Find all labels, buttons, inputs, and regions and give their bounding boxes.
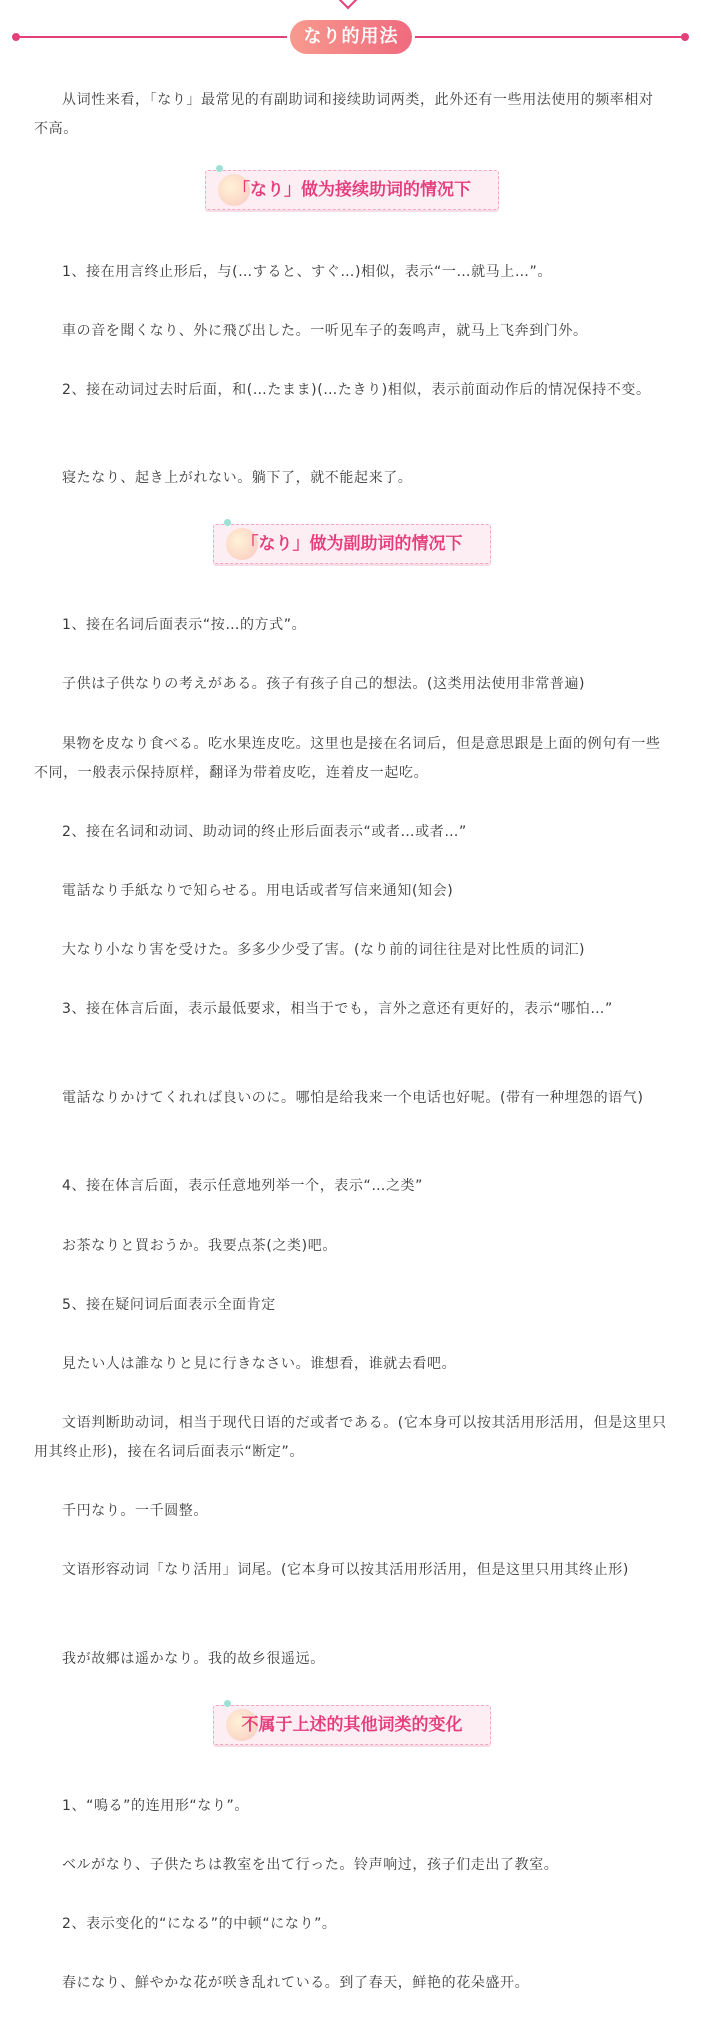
section-title: 不属于上述的其他词类的变化 (241, 1715, 463, 1735)
section-header-conjunctive (205, 170, 499, 210)
paragraph: 見たい人は誰なりと見に行きなさい。谁想看，谁就去看吧。 (62, 1356, 457, 1372)
paragraph: 3、接在体言后面，表示最低要求，相当于でも，言外之意还有更好的，表示“哪怕…” (62, 1001, 613, 1017)
paragraph: 電話なりかけてくれれば良いのに。哪怕是给我来一个电话也好呢。(带有一种埋怨的语气) (62, 1090, 644, 1106)
paragraph: 子供は子供なりの考えがある。孩子有孩子自己的想法。(这类用法使用非常普遍) (62, 676, 586, 692)
paragraph: 4、接在体言后面，表示任意地列举一个，表示“…之类” (62, 1178, 424, 1194)
paragraph: 1、“鳴る”的连用形“なり”。 (62, 1798, 249, 1814)
section-title: 「なり」做为副助词的情况下 (241, 534, 463, 554)
page-title: なり的用法 (290, 20, 412, 54)
paragraph: 文语形容动词「なり活用」词尾。(它本身可以按其活用形活用，但是这里只用其终止形) (62, 1562, 629, 1578)
paragraph: 5、接在疑问词后面表示全面肯定 (62, 1297, 276, 1313)
paragraph: 寝たなり、起き上がれない。躺下了，就不能起来了。 (62, 470, 413, 486)
section-title: 「なり」做为接续助词的情况下 (233, 180, 471, 200)
section-header-other (213, 1705, 491, 1745)
paragraph: 春になり、鮮やかな花が咲き乱れている。到了春天，鲜艳的花朵盛开。 (62, 1975, 530, 1991)
paragraph: 車の音を聞くなり、外に飛び出した。一听见车子的轰鸣声，就马上飞奔到门外。 (62, 323, 588, 339)
paragraph: 文语判断助动词，相当于现代日语的だ或者である。(它本身可以按其活用形活用，但是这里只用其终止形)，接在名词后面表示“断定”。 (34, 1415, 667, 1460)
paragraph: 我が故郷は遥かなり。我的故乡很遥远。 (62, 1651, 325, 1667)
chevron-down-icon (337, 0, 360, 9)
paragraph: ベルがなり、子供たちは教室を出て行った。铃声响过，孩子们走出了教室。 (62, 1857, 559, 1873)
paragraph: 2、表示变化的“になる”的中顿“になり”。 (62, 1916, 337, 1932)
intro-paragraph: 从词性来看，「なり」最常见的有副助词和接续助词两类，此外还有一些用法使用的频率相对不高。 (34, 92, 654, 137)
paragraph: 千円なり。一千圆整。 (62, 1503, 208, 1519)
paragraph: 1、接在名词后面表示“按…的方式”。 (62, 617, 307, 633)
paragraph: 2、接在动词过去时后面，和(…たまま)(…たきり)相似，表示前面动作后的情况保持不变。 (62, 382, 651, 398)
paragraph: 大なり小なり害を受けた。多多少少受了害。(なり前的词往往是对比性质的词汇) (62, 942, 586, 958)
paragraph: 電話なり手紙なりで知らせる。用电话或者写信来通知(知会) (62, 883, 454, 899)
paragraph: 2、接在名词和动词、助动词的终止形后面表示“或者…或者…” (62, 824, 467, 840)
section-header-adverbial (213, 524, 491, 564)
paragraph: 1、接在用言终止形后，与(…すると、すぐ…)相似，表示“一…就马上…”。 (62, 264, 552, 280)
paragraph: 果物を皮なり食べる。吃水果连皮吃。这里也是接在名词后，但是意思跟是上面的例句有一些不同，一般表示保持原样，翻译为带着皮吃，连着皮一起吃。 (34, 736, 661, 781)
paragraph: お茶なりと買おうか。我要点茶(之类)吧。 (62, 1238, 337, 1254)
